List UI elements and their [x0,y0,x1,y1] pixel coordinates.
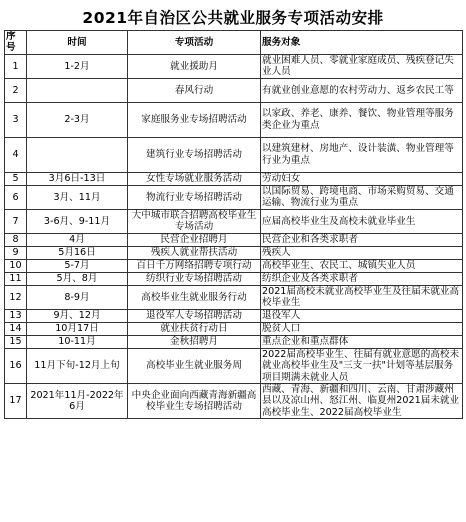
row-activity: 春风行动 [128,78,261,102]
table-row [5,233,463,246]
row-activity: 中央企业面向西藏青海新疆高校毕业生专场招聘活动 [128,384,261,419]
row-number: 4 [5,137,27,172]
row-number: 10 [5,259,27,272]
header-activity: 专项活动 [128,31,261,55]
row-activity: 女性专场就业服务活动 [128,172,261,185]
row-time [27,137,128,172]
row-target: 民营企业和各类求职者 [261,233,463,246]
row-time: 3月、11月 [27,185,128,209]
row-target: 有就业创业意愿的农村劳动力、返乡农民工等 [261,78,463,102]
row-time: 11月下旬-12月上旬 [27,348,128,383]
table-row [5,185,463,209]
row-activity: 就业扶贫行动日 [128,322,261,335]
row-activity: 纺织行业专场招聘活动 [128,272,261,285]
row-activity: 民营企业招聘月 [128,233,261,246]
row-time: 1-2月 [27,54,128,78]
row-target: 以国际贸易、跨境电商、市场采购贸易、交通运输、物流行业为重点 [261,185,463,209]
row-number: 16 [5,348,27,383]
row-target: 残疾人 [261,246,463,259]
row-target: 就业困难人员、零就业家庭成员、残疾登记失业人员 [261,54,463,78]
row-activity: 建筑行业专场招聘活动 [128,137,261,172]
row-target: 高校毕业生、农民工、城镇失业人员 [261,259,463,272]
row-time: 2-3月 [27,102,128,137]
row-activity: 就业援助月 [128,54,261,78]
table-row [5,348,463,383]
row-number: 1 [5,54,27,78]
row-time: 5月16日 [27,246,128,259]
row-activity: 高校毕业生就业服务周 [128,348,261,383]
row-activity: 退役军人专场招聘活动 [128,309,261,322]
row-activity: 金秋招聘月 [128,335,261,348]
row-number: 15 [5,335,27,348]
row-number: 5 [5,172,27,185]
row-target: 以建筑建材、房地产、设计装潢、物业管理等行业为重点 [261,137,463,172]
row-target: 重点企业和重点群体 [261,335,463,348]
row-number: 13 [5,309,27,322]
activity-schedule-table [4,30,463,419]
table-row [5,272,463,285]
row-number: 3 [5,102,27,137]
row-target: 2021届高校未就业高校毕业生及往届未就业高校毕业生 [261,285,463,309]
table-row [5,137,463,172]
row-time: 8-9月 [27,285,128,309]
row-number: 6 [5,185,27,209]
row-time: 5月、8月 [27,272,128,285]
row-number: 12 [5,285,27,309]
table-header-row [5,31,463,55]
row-target: 应届高校毕业生及高校未就业毕业生 [261,209,463,233]
table-row [5,259,463,272]
row-activity: 家庭服务业专场招聘活动 [128,102,261,137]
row-activity: 大中城市联合招聘高校毕业生专场活动 [128,209,261,233]
table-row [5,209,463,233]
row-target: 脱贫人口 [261,322,463,335]
row-number: 8 [5,233,27,246]
row-activity: 百日千万网络招聘专项行动 [128,259,261,272]
table-row [5,78,463,102]
row-time: 9月、12月 [27,309,128,322]
row-activity: 高校毕业生就业服务行动 [128,285,261,309]
row-time: 2021年11月-2022年6月 [27,384,128,419]
row-target: 劳动妇女 [261,172,463,185]
row-target: 以家政、养老、康养、餐饮、物业管理等服务类企业为重点 [261,102,463,137]
row-time: 5-7月 [27,259,128,272]
page-title: 2021年自治区公共就业服务专项活动安排 [82,9,384,27]
row-number: 17 [5,384,27,419]
row-time: 4月 [27,233,128,246]
row-time [27,78,128,102]
row-time: 3月6日-13日 [27,172,128,185]
table-row [5,54,463,78]
table-row [5,102,463,137]
row-number: 2 [5,78,27,102]
table-row [5,322,463,335]
row-number: 11 [5,272,27,285]
row-activity: 残疾人就业帮扶活动 [128,246,261,259]
header-target: 服务对象 [261,31,463,55]
header-no: 序号 [5,31,27,55]
row-time: 3-6月、9-11月 [27,209,128,233]
table-row [5,285,463,309]
table-row [5,309,463,322]
row-target: 西藏、青海、新疆和四川、云南、甘肃涉藏州县以及凉山州、怒江州、临夏州2021届未就业高校毕业生、2022届高校毕业生 [261,384,463,419]
row-number: 9 [5,246,27,259]
row-time: 10月17日 [27,322,128,335]
row-target: 退役军人 [261,309,463,322]
table-row [5,384,463,419]
row-number: 14 [5,322,27,335]
row-time: 10-11月 [27,335,128,348]
header-time: 时间 [27,31,128,55]
row-activity: 物流行业专场招聘活动 [128,185,261,209]
row-target: 纺织企业及各类求职者 [261,272,463,285]
row-target: 2022届高校毕业生、往届有就业意愿的高校未就业高校毕业生及"三支一扶"计划等基层服务项目期满未就业人员 [261,348,463,383]
table-row [5,172,463,185]
table-row [5,335,463,348]
table-row [5,246,463,259]
row-number: 7 [5,209,27,233]
